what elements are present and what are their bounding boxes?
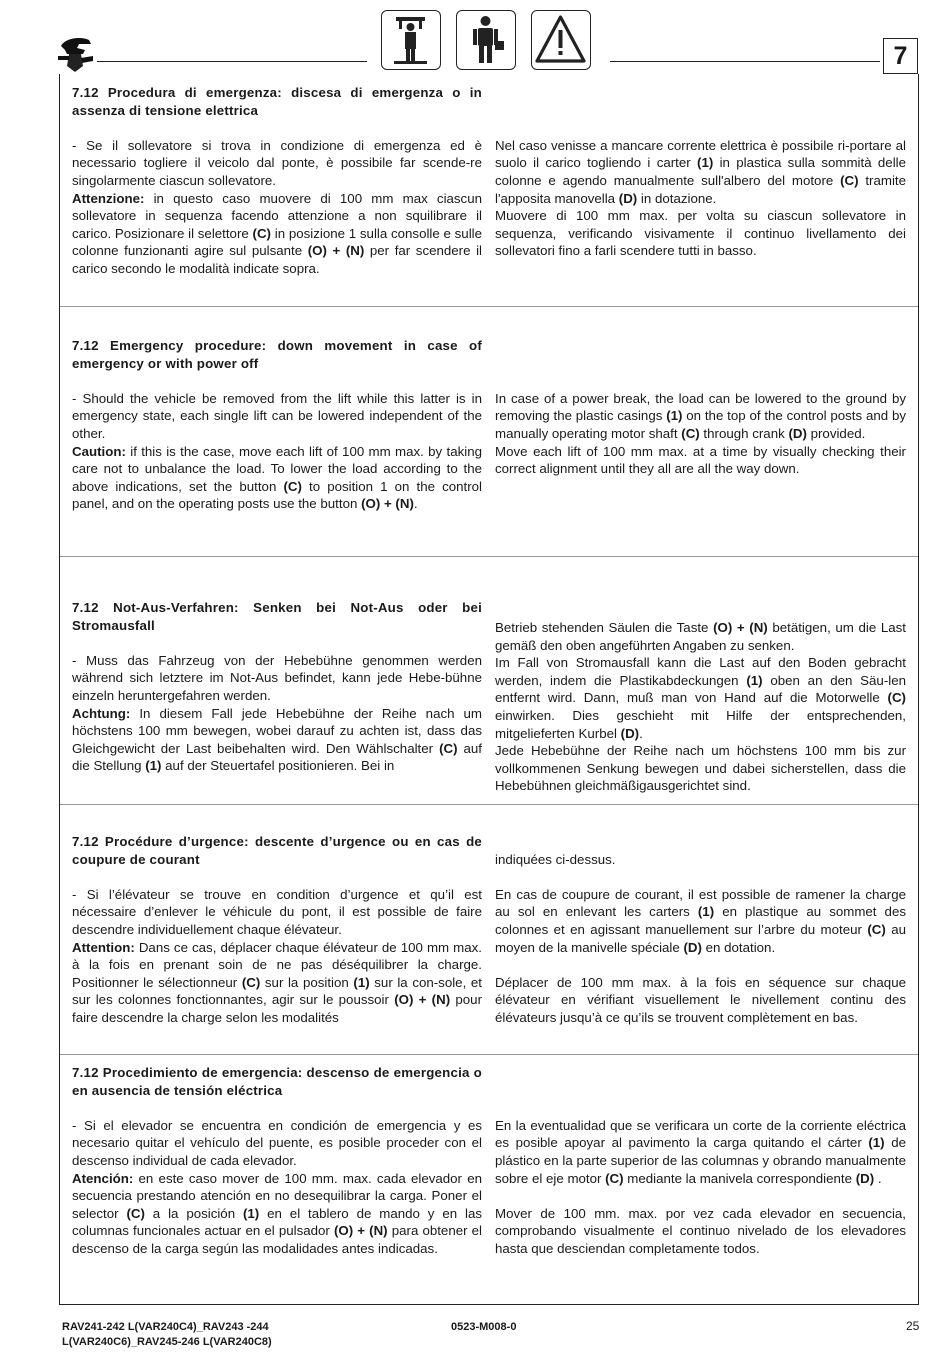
section-left-column bbox=[72, 1064, 482, 1258]
text-run: a la posición bbox=[144, 1205, 243, 1221]
ref-c: (C) bbox=[126, 1205, 145, 1221]
paragraph: Move each lift of 100 mm max. at a time by visually checking their correct alignment until they all are all the way down. bbox=[495, 443, 906, 477]
text-run: . bbox=[874, 1170, 882, 1186]
ref-1: (1) bbox=[242, 1205, 260, 1221]
ref-d: (D) bbox=[620, 725, 640, 741]
section-divider bbox=[60, 556, 918, 557]
section-left-column bbox=[72, 599, 482, 775]
ref-d: (D) bbox=[788, 425, 807, 441]
paragraph: - Should the vehicle be removed from the lift while this latter is in emergency state, each single lift can be lowered independent of the other. bbox=[72, 390, 482, 441]
section-right-column bbox=[495, 619, 906, 795]
ref-1: (1) bbox=[697, 904, 715, 920]
text-run: . bbox=[413, 496, 418, 512]
footer-model-line2: L(VAR240C6)_RAV245-246 L(VAR240C8) bbox=[62, 1336, 272, 1348]
ref-on: (O) + (N) bbox=[713, 620, 768, 635]
text-run: auf der Steuertafel positionieren. Bei in bbox=[161, 758, 395, 774]
warning-label: Attenzione: bbox=[72, 190, 145, 206]
section-divider bbox=[60, 306, 918, 307]
section-right-column bbox=[495, 390, 906, 478]
section-divider bbox=[60, 804, 918, 805]
warning-paragraph bbox=[72, 190, 482, 278]
paragraph: Déplacer de 100 mm max. à la fois en séquence sur chaque élévateur en vérifiant visuellement le nivellement continu des élévateurs jusqu’à ce qu’ils se trouvent complètement en bas. bbox=[495, 974, 906, 1025]
paragraph: - Se il sollevatore si trova in condizione di emergenza ed è necessario togliere il veicolo dal ponte, è possibile far scende-re singolarmente ciascun sollevatore. bbox=[72, 137, 482, 188]
warning-paragraph bbox=[72, 705, 482, 775]
paragraph bbox=[495, 619, 906, 654]
ref-c: (C) bbox=[283, 478, 302, 494]
ref-on: (O) + (N) bbox=[361, 496, 414, 512]
paragraph: Muovere di 100 mm max. per volta su ciascun sollevatore in sequenza, verificando visivamente il continuo livellamento dei sollevatori fino a farli scendere tutti in basso. bbox=[495, 208, 906, 259]
technician-logo-icon bbox=[55, 34, 97, 74]
warning-label: Attention: bbox=[72, 939, 135, 955]
text-run: Nel caso venisse a mancare corrente elettrica è possibile ri-portare al suolo il carico togliendo i carter bbox=[495, 137, 906, 171]
ref-c: (C) bbox=[241, 974, 261, 990]
text-run: en este caso mover de 100 mm. max. cada elevador en secuencia prestando atención en no desequilibrar la carga. Poner el selector bbox=[72, 1170, 482, 1221]
text-run: in plastica sulla sommità delle colonne e agendo manualmente sull'albero del motore bbox=[495, 155, 906, 188]
paragraph: - Si l’élévateur se trouve en condition d’urgence et qu’il est nécessaire d’enlever le véhicule du pont, il est possible de faire descendre individuellement chaque élévateur. bbox=[72, 886, 482, 937]
ref-c: (C) bbox=[887, 690, 906, 706]
text-run: In case of a power break, the load can be lowered to the ground by removing the plastic casings bbox=[495, 390, 906, 424]
text-run: oben an den Säu-len entfernt wird. Dann, muß man von Hand auf die Motorwelle bbox=[495, 672, 906, 706]
chapter-number: 7 bbox=[883, 38, 918, 74]
ref-d: (D) bbox=[855, 1170, 875, 1186]
text-run: de plástico en la parte superior de las columnas y obrando manualmente sobre el eje motor bbox=[495, 1135, 906, 1186]
text-run: in dotazione. bbox=[637, 190, 717, 206]
ref-c: (C) bbox=[439, 740, 458, 756]
text-run: en el tablero de mando y en las columnas funcionales actuar en el pulsador bbox=[72, 1205, 482, 1239]
text-run: En la eventualidad que se verificara un corte de la corriente eléctrica es posible apoyar al pavimento la carga quitando el cárter bbox=[495, 1117, 906, 1151]
paragraph bbox=[495, 390, 906, 443]
ref-on: (O) + (N) bbox=[394, 992, 451, 1008]
text-run: betätigen, um die Last gemäß den oben angeführten Angaben zu senken. bbox=[495, 620, 906, 653]
text-run: In diesem Fall jede Hebebühne der Reihe nach um höchstens 100 mm bewegen, wobei darauf zu achten ist, dass das Gleichgewicht der Last beibehalten wird. Den Wählschalter bbox=[72, 705, 482, 756]
section-title: 7.12 Procedimiento de emergencia: descenso de emergencia o en ausencia de tensión eléctrica bbox=[72, 1065, 482, 1098]
text-run: on the top of the control posts and by manually operating motor shaft bbox=[495, 408, 906, 441]
text-run: Dans ce cas, déplacer chaque élévateur de 100 mm max. à la fois en prenant soin de ne pas déséquilibrer la charge. Positionner le sélectionneur bbox=[72, 939, 482, 990]
section-title: 7.12 Procédure d’urgence: descente d’urgence ou en cas de coupure de courant bbox=[72, 834, 482, 867]
ref-1: (1) bbox=[697, 155, 714, 171]
text-run: Im Fall von Stromausfall kann die Last auf den Boden gebracht werden, indem die Plastikabdeckungen bbox=[495, 655, 906, 688]
paragraph: Jede Hebebühne der Reihe nach um höchstens 100 mm bis zur vollkommenen Senkung bewegen und dabei sicherstellen, dass die Hebebühnen gleichmäßigausgerichtet sind. bbox=[495, 743, 906, 794]
warning-paragraph bbox=[72, 1170, 482, 1258]
page-number: 25 bbox=[906, 1319, 920, 1333]
text-run: if this is the case, move each lift of 100 mm max. by taking care not to unbalance the load. To lower the load according to the above indications, set the button bbox=[72, 443, 482, 494]
text-run: tramite l'apposita manovella bbox=[495, 172, 906, 206]
text-run: in questo caso muovere di 100 mm max ciascun sollevatore in sequenza facendo attenzione a non squilibrare il carico. Posizionare il selettore bbox=[72, 190, 482, 241]
footer-doc-code: 0523-M008-0 bbox=[451, 1321, 517, 1333]
text-run: en dotation. bbox=[701, 939, 776, 955]
ref-c: (C) bbox=[867, 921, 886, 937]
ref-on: (O) + (N) bbox=[307, 243, 365, 259]
footer-model-line1: RAV241-242 L(VAR240C4)_RAV243 -244 bbox=[62, 1321, 269, 1333]
operator-lift-icon bbox=[381, 10, 441, 70]
text-run: . bbox=[639, 725, 643, 741]
ref-c: (C) bbox=[605, 1170, 624, 1186]
warning-paragraph bbox=[72, 443, 482, 513]
footer-model bbox=[62, 1320, 272, 1350]
section-left-column bbox=[72, 833, 482, 1027]
paragraph: - Si el elevador se encuentra en condición de emergencia y es necesario quitar el vehículo del puente, es posible proceder con el descenso individual de cada elevador. bbox=[72, 1117, 482, 1168]
section-title: 7.12 Procedura di emergenza: discesa di emergenza o in assenza di tensione elettrica bbox=[72, 85, 482, 118]
text-run: en plastique au sommet des colonnes et en agissant manuellement sur l’arbre du moteur bbox=[495, 904, 906, 937]
text-run: provided. bbox=[806, 425, 866, 441]
text-run: per far scendere il carico secondo le modalità indicate sopra. bbox=[72, 243, 483, 276]
paragraph bbox=[495, 886, 906, 956]
section-left-column bbox=[72, 84, 482, 278]
operator-person-icon bbox=[456, 10, 516, 70]
ref-d: (D) bbox=[683, 939, 702, 955]
paragraph bbox=[495, 654, 906, 742]
ref-c: (C) bbox=[252, 225, 271, 241]
section-right-column bbox=[495, 1117, 906, 1258]
warning-label: Caution: bbox=[72, 443, 126, 459]
ref-1: (1) bbox=[666, 408, 683, 424]
text-run: En cas de coupure de courant, il est possible de ramener la charge au sol en enlevant les carters bbox=[495, 886, 906, 920]
ref-1: (1) bbox=[868, 1135, 885, 1151]
section-title: 7.12 Not-Aus-Verfahren: Senken bei Not-Aus oder bei Stromausfall bbox=[72, 600, 482, 633]
text-run: mediante la manivela correspondiente bbox=[623, 1170, 856, 1186]
paragraph bbox=[495, 1117, 906, 1187]
ref-c: (C) bbox=[840, 172, 859, 188]
text-run: para obtener el descenso de la carga según las modalidades antes indicadas. bbox=[72, 1223, 483, 1256]
ref-1: (1) bbox=[145, 758, 162, 774]
paragraph: Mover de 100 mm. max. por vez cada elevador en secuencia, comprobando visualmente el continuo nivelado de los elevadores hasta que desciendan completamente todos. bbox=[495, 1205, 906, 1256]
section-title: 7.12 Emergency procedure: down movement in case of emergency or with power off bbox=[72, 338, 482, 371]
section-right-column bbox=[495, 851, 906, 1027]
text-run: auf die Stellung bbox=[72, 740, 482, 774]
header-rule-right bbox=[610, 61, 880, 62]
warning-paragraph bbox=[72, 939, 482, 1027]
warning-label: Achtung: bbox=[72, 705, 131, 721]
text-run: au moyen de la manivelle spéciale bbox=[495, 921, 906, 955]
paragraph bbox=[495, 137, 906, 207]
section-divider bbox=[60, 1054, 918, 1055]
text-run: sur la con-sole, et sur les colonnes fonctionnantes, agir sur le poussoir bbox=[72, 974, 482, 1008]
text-run: pour faire descendre la charge selon les modalités bbox=[72, 992, 482, 1025]
ref-1: (1) bbox=[746, 672, 763, 688]
paragraph: - Muss das Fahrzeug von der Hebebühne genommen werden während sich letztere im Not-Aus befindet, kann jede Hebe-bühne einzeln heruntergefahren werden. bbox=[72, 652, 482, 703]
ref-d: (D) bbox=[618, 190, 638, 206]
text-run: sur la position bbox=[260, 974, 354, 990]
warning-triangle-icon bbox=[531, 10, 591, 70]
ref-c: (C) bbox=[681, 425, 700, 441]
text-run: through crank bbox=[699, 425, 789, 441]
text-run: in posizione 1 sulla consolle e sulle colonne funzionanti agire sul pulsante bbox=[72, 225, 482, 259]
header-rule-left bbox=[97, 61, 367, 62]
warning-label: Atención: bbox=[72, 1170, 134, 1186]
text-run: einwirken. Dies geschieht mit Hilfe der entsprechenden, mitgelieferten Kurbel bbox=[495, 707, 906, 741]
section-left-column bbox=[72, 337, 482, 513]
ref-on: (O) + (N) bbox=[333, 1223, 388, 1239]
section-right-column bbox=[495, 137, 906, 260]
paragraph: indiquées ci-dessus. bbox=[495, 851, 616, 867]
ref-1: (1) bbox=[353, 974, 370, 990]
text-run: to position 1 on the control panel, and on the operating posts use the button bbox=[72, 478, 482, 512]
text-run: Betrieb stehenden Säulen die Taste bbox=[495, 620, 714, 635]
